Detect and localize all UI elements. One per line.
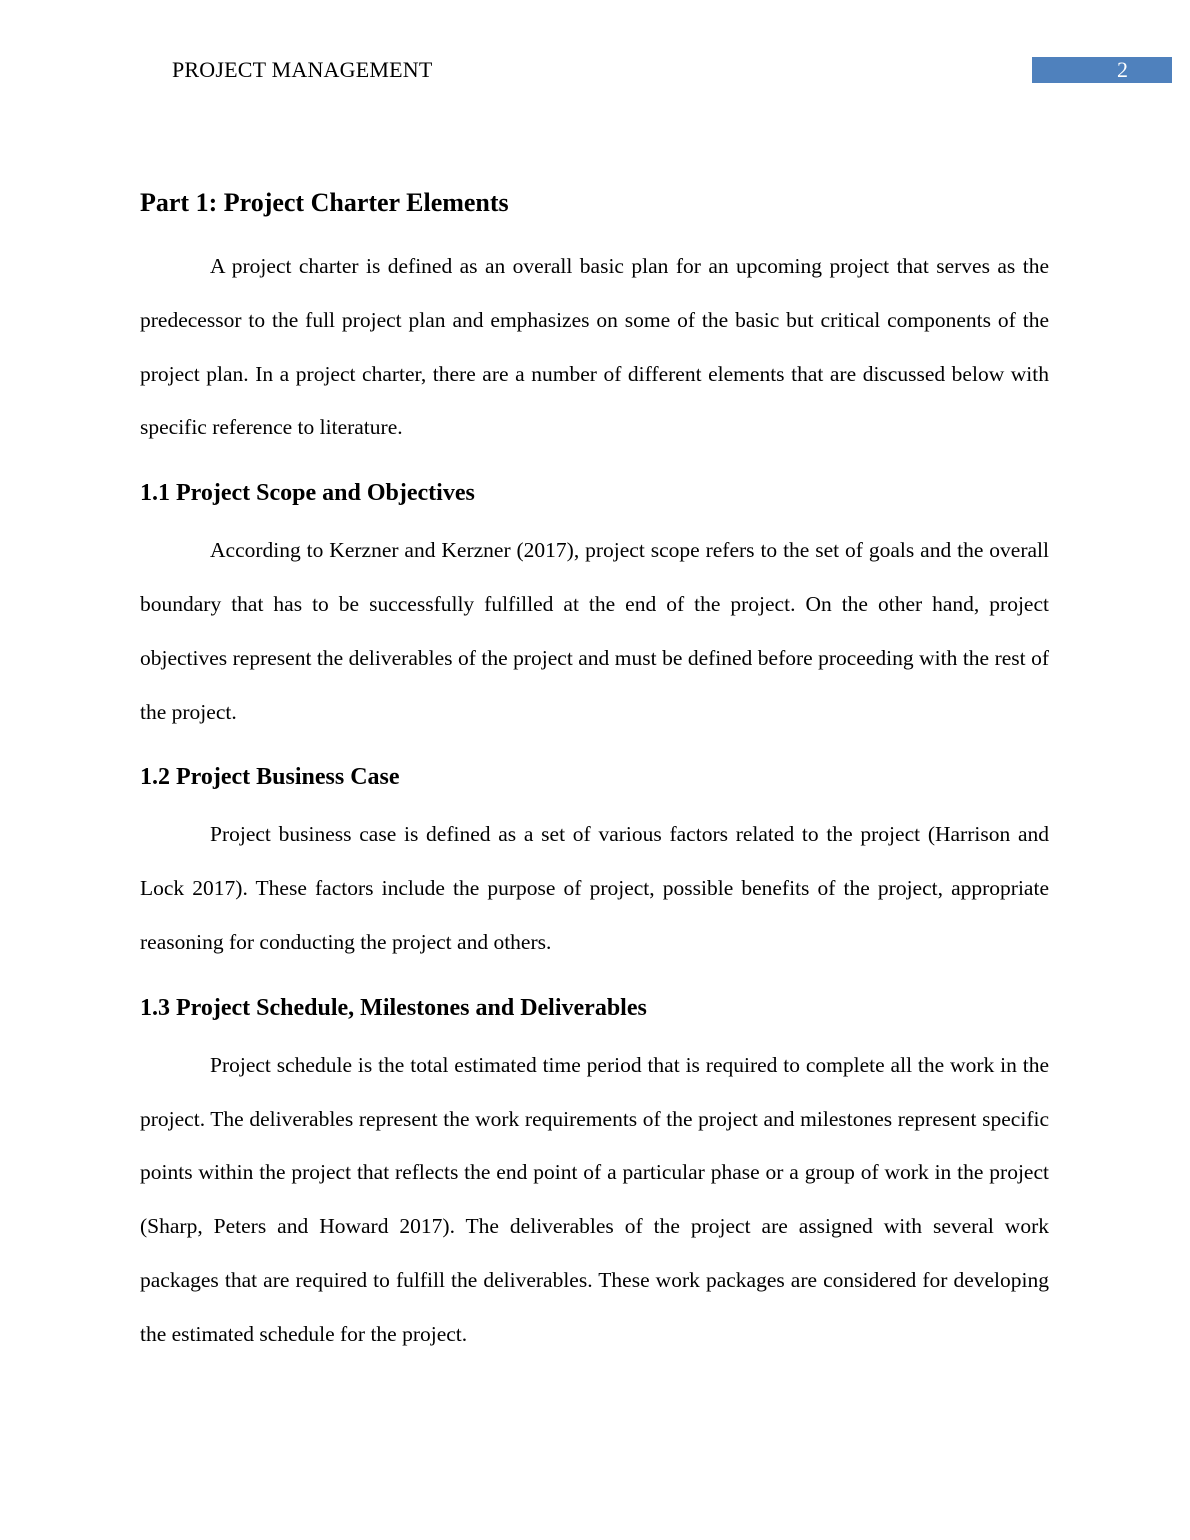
- part-title: Part 1: Project Charter Elements: [140, 188, 509, 217]
- document-body: [140, 180, 1049, 1362]
- section-heading: 1.3 Project Schedule, Milestones and Deliverables: [140, 994, 647, 1021]
- section-scope-objectives: [140, 474, 1049, 739]
- section-schedule-milestones: [140, 989, 1049, 1362]
- page-number-box: [1032, 57, 1172, 83]
- intro-paragraph: A project charter is defined as an overall basic plan for an upcoming project that serves as the predecessor to the full project plan and emphasizes on some of the basic but critical components of the project plan. In a project charter, there are a number of different elements that are discussed below with specific reference to literature.: [140, 254, 1049, 440]
- section-business-case: [140, 758, 1049, 969]
- running-head: PROJECT MANAGEMENT: [172, 57, 433, 82]
- section-paragraph: Project schedule is the total estimated time period that is required to complete all the work in the project. The deliverables represent the work requirements of the project and milestones represent specific points within the project that reflects the end point of a particular phase or a group of work in the project (Sharp, Peters and Howard 2017). The deliverables of the project are assigned with several work packages that are required to fulfill the deliverables. These work packages are considered for developing the estimated schedule for the project.: [140, 1052, 1049, 1346]
- section-heading: 1.2 Project Business Case: [140, 764, 400, 791]
- section-paragraph: Project business case is defined as a set of various factors related to the project (Harrison and Lock 2017). These factors include the purpose of project, possible benefits of the project, appropriate reasoning for conducting the project and others.: [140, 822, 1049, 954]
- page-number: 2: [1117, 57, 1128, 82]
- section-heading: 1.1 Project Scope and Objectives: [140, 480, 475, 507]
- page-header: [0, 0, 1190, 100]
- section-paragraph: According to Kerzner and Kerzner (2017), project scope refers to the set of goals and the overall boundary that has to be successfully fulfilled at the end of the project. On the other hand, project objectives represent the deliverables of the project and must be defined before proceeding with the rest of the project.: [140, 538, 1049, 724]
